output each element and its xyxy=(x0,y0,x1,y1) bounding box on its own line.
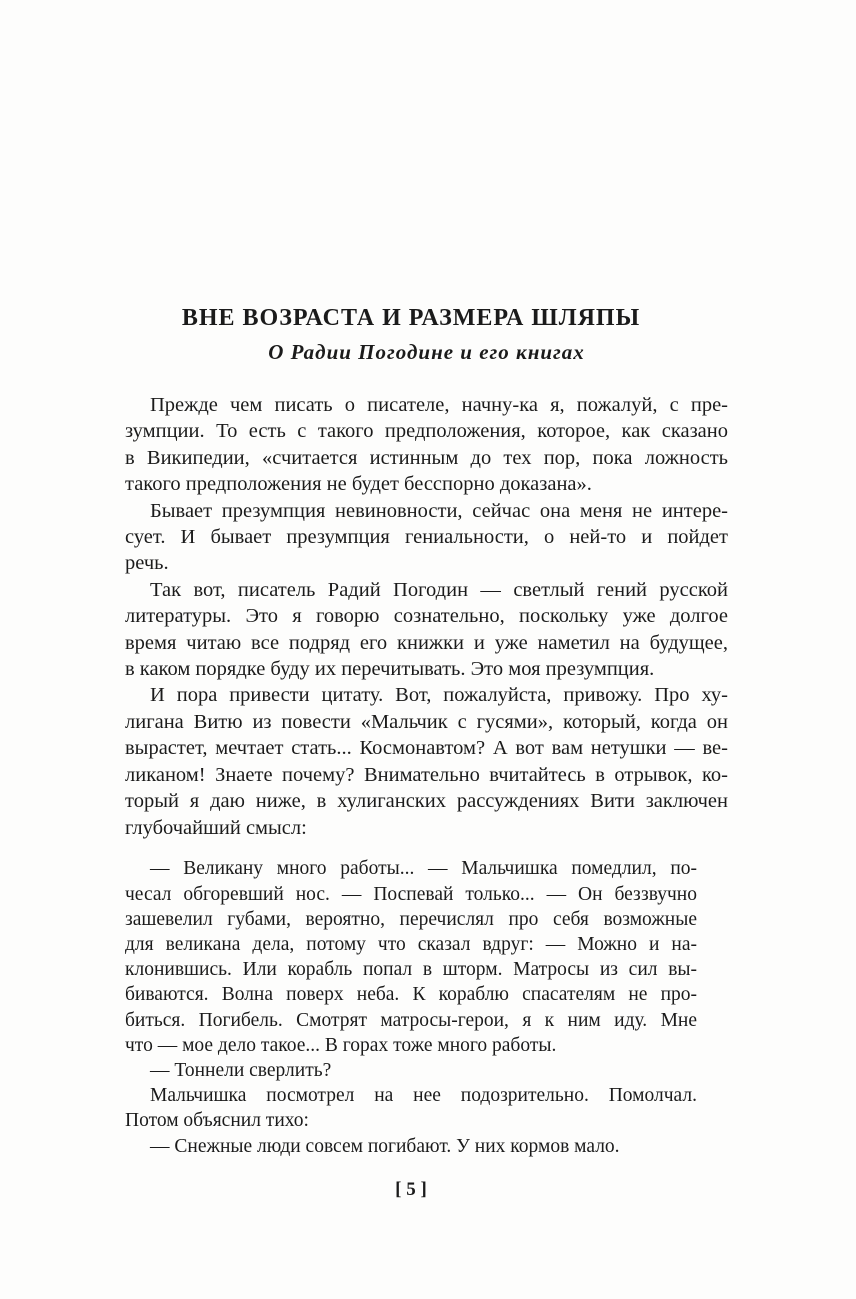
text-line: торый я даю ниже, в хулиганских рассуждениях Вити заключен xyxy=(125,790,728,813)
text-line: вырастет, мечтает стать... Космонавтом? А вот вам нетушки — ве- xyxy=(125,737,728,760)
text-line: что — мое дело такое... В горах тоже много работы. xyxy=(125,1034,557,1056)
quote-paragraph xyxy=(125,856,697,1058)
quote-paragraph xyxy=(125,1134,697,1159)
page-number: [ 5 ] xyxy=(395,1179,427,1200)
body-paragraph xyxy=(125,682,728,840)
text-line: сует. И бывает презумпция гениальности, о ней-то и пойдет xyxy=(125,526,728,549)
quote-paragraph xyxy=(125,1058,697,1083)
text-line: Так вот, писатель Радий Погодин — светлый гений русской xyxy=(150,578,728,601)
quoted-excerpt xyxy=(125,856,697,1158)
body-paragraph xyxy=(125,498,728,577)
text-line: зумпции. То есть с такого предположения, которое, как сказано xyxy=(125,420,728,443)
text-line: время читаю все подряд его книжки и уже наметил на будущее, xyxy=(125,631,728,654)
text-line: в каком порядке буду их перечитывать. Это моя презумпция. xyxy=(125,658,655,681)
text-line: глубочайший смысл: xyxy=(125,816,307,839)
body-paragraph xyxy=(125,577,728,683)
text-line: зашевелил губами, вероятно, перечислял про себя возможные xyxy=(125,908,697,930)
body-paragraph xyxy=(125,392,728,498)
text-line: клонившись. Или корабль попал в шторм. Матросы из сил вы- xyxy=(125,959,697,981)
text-line: в Википедии, «считается истинным до тех пор, пока ложность xyxy=(125,446,728,469)
chapter-title: ВНЕ ВОЗРАСТА И РАЗМЕРА ШЛЯПЫ xyxy=(181,305,641,331)
text-line: ликаном! Знаете почему? Внимательно вчитайтесь в отрывок, ко- xyxy=(125,763,728,786)
text-line: — Великану много работы... — Мальчишка помедлил, по- xyxy=(150,858,697,880)
text-line: И пора привести цитату. Вот, пожалуйста, привожу. Про ху- xyxy=(150,684,728,707)
text-line: — Тоннели сверлить? xyxy=(150,1060,332,1082)
text-line: биться. Погибель. Смотрят матросы-герои, я к ним иду. Мне xyxy=(125,1009,697,1031)
text-line: Бывает презумпция невиновности, сейчас она меня не интере- xyxy=(150,499,728,522)
text-line: для великана дела, потому что сказал вдруг: — Можно и на- xyxy=(125,934,697,955)
text-line: Прежде чем писать о писателе, начну-ка я, пожалуй, с пре- xyxy=(150,394,728,416)
main-text xyxy=(125,392,728,841)
text-line: чесал обгоревший нос. — Поспевай только... — Он беззвучно xyxy=(125,883,697,905)
quote-paragraph xyxy=(125,1083,697,1133)
text-line: Потом объяснил тихо: xyxy=(125,1110,309,1132)
text-line: такого предположения не будет бесспорно доказана». xyxy=(125,473,592,496)
text-line: Мальчишка посмотрел на нее подозрительно. Помолчал. xyxy=(150,1085,697,1107)
text-line: лигана Витю из повести «Мальчик с гусями», который, когда он xyxy=(125,710,728,733)
chapter-subtitle: О Радии Погодине и его книгах xyxy=(268,340,585,364)
text-line: литературы. Это я говорю сознательно, поскольку уже долгое xyxy=(125,605,728,628)
text-line: речь. xyxy=(125,552,169,575)
text-line: биваются. Волна поверх неба. К кораблю спасателям не про- xyxy=(125,984,697,1006)
text-line: — Снежные люди совсем погибают. У них кормов мало. xyxy=(150,1135,620,1157)
